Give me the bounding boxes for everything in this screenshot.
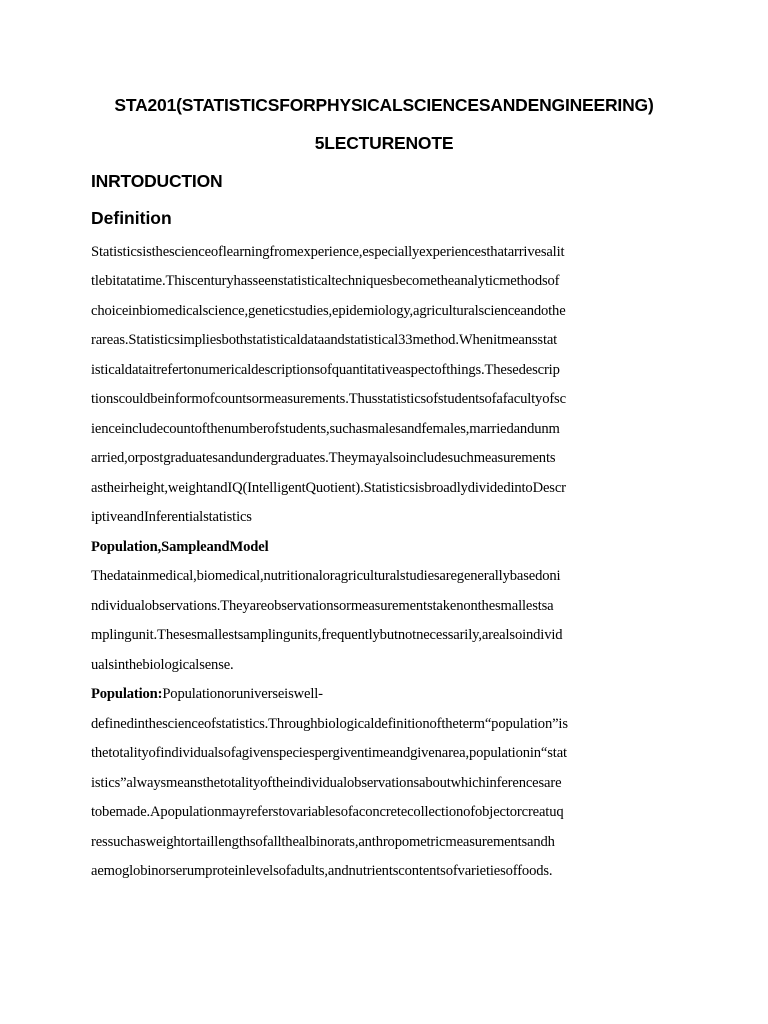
paragraph-line: thetotalityofindividualsofagivenspeciespergiventimeandgivenarea,populationin“stat [91, 745, 567, 761]
section-heading: INRTODUCTION [91, 171, 223, 191]
paragraph-line: aemoglobinorserumproteinlevelsofadults,andnutrientscontentsofvarietiesoffoods. [91, 863, 553, 879]
paragraph-line: tlebitatatime.Thiscenturyhasseenstatisticaltechniquesbecometheanalyticmethodsof [91, 273, 560, 289]
document-title: STA201(STATISTICSFORPHYSICALSCIENCESANDENGINEERING) [114, 95, 654, 115]
population-definition-line [91, 686, 323, 703]
paragraph-line: tobemade.Apopulationmayreferstovariablesofaconcretecollectionofobjectorcreatuq [91, 804, 564, 820]
paragraph-line: definedinthescienceofstatistics.Throughbiologicaldefinitionoftheterm“population”is [91, 716, 568, 732]
document-subtitle: 5LECTURENOTE [314, 133, 454, 153]
paragraph-line: ualsinthebiologicalsense. [91, 657, 234, 673]
paragraph-line: Thedatainmedical,biomedical,nutritionaloragriculturalstudiesaregenerallybasedoni [91, 568, 561, 584]
paragraph-line: choiceinbiomedicalscience,geneticstudies,epidemiology,agriculturalscienceandothe [91, 303, 566, 319]
paragraph-line: rareas.Statisticsimpliesbothstatisticaldataandstatistical33method.Whenitmeansstat [91, 332, 558, 348]
paragraph-line: arried,orpostgraduatesandundergraduates.Theymayalsoincludesuchmeasurements [91, 450, 556, 466]
population-heading: Population,SampleandModel [91, 539, 269, 555]
paragraph-line: mplingunit.Thesesmallestsamplingunits,frequentlybutnotnecessarily,arealsoindivid [91, 627, 563, 643]
paragraph-line: iptiveandInferentialstatistics [91, 509, 252, 525]
paragraph-line: Statisticsisthescienceoflearningfromexperience,especiallyexperiencesthatarrivesalit [91, 244, 565, 260]
population-first-line: Populationoruniverseiswell- [162, 686, 323, 702]
subsection-heading: Definition [91, 208, 172, 228]
population-label: Population: [91, 686, 163, 702]
paragraph-line: istics”alwaysmeansthetotalityoftheindividualobservationsaboutwhichinferencesare [91, 775, 562, 791]
paragraph-line: astheirheight,weightandIQ(IntelligentQuotient).StatisticsisbroadlydividedintoDescr [91, 480, 566, 496]
paragraph-line: ressuchasweightortaillengthsofallthealbinorats,anthropometricmeasurementsandh [91, 834, 555, 850]
paragraph-line: tionscouldbeinformofcountsormeasurements.Thusstatisticsofstudentsofafacultyofsc [91, 391, 566, 407]
paragraph-line: isticaldataitrefertonumericaldescriptionsofquantitativeaspectofthings.Thesedescrip [91, 362, 560, 378]
paragraph-line: ndividualobservations.Theyareobservationsormeasurementstakenonthesmallestsa [91, 598, 554, 614]
paragraph-line: ienceincludecountofthenumberofstudents,suchasmalesandfemales,marriedandunm [91, 421, 560, 437]
